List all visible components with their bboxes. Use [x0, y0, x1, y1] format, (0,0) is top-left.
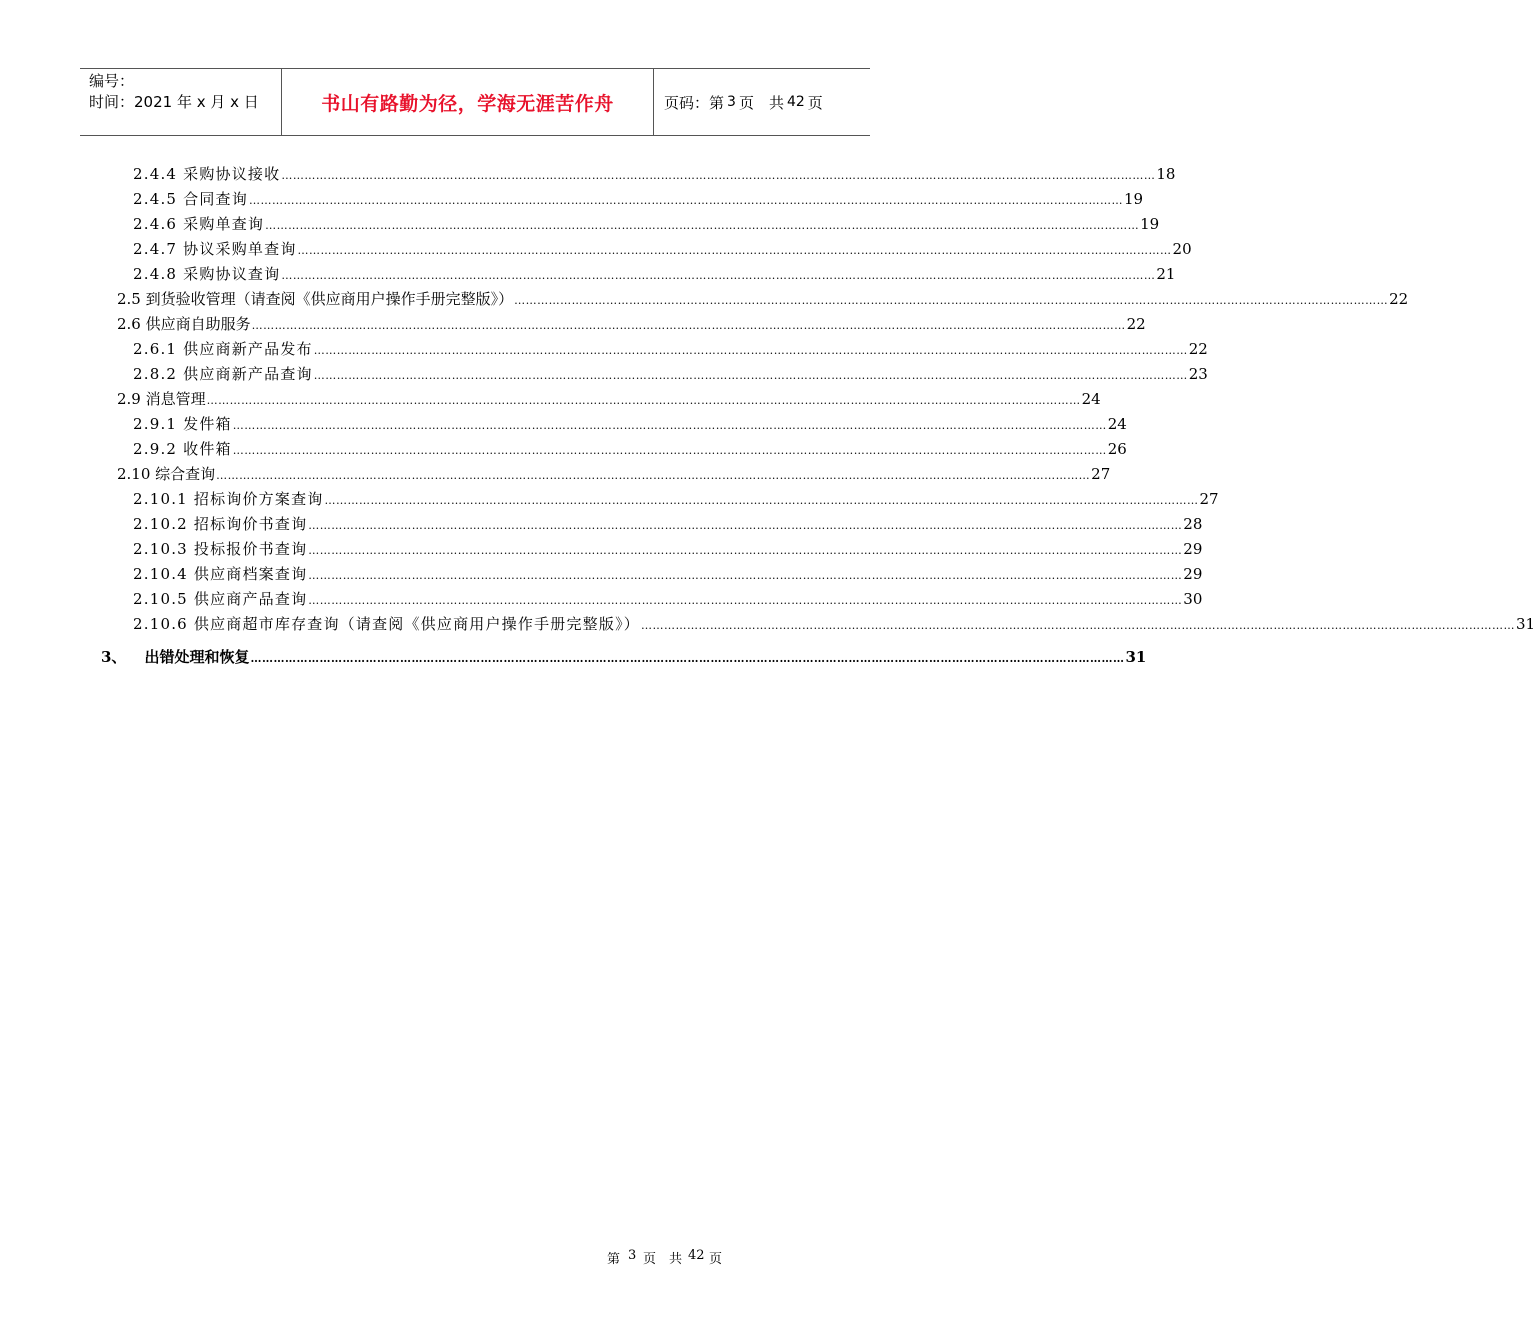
toc-entry-title: 2.4.8 采购协议查询	[133, 265, 281, 283]
toc-entry[interactable]	[117, 287, 1409, 311]
toc-entry[interactable]	[117, 312, 1146, 336]
toc-leader-dots: …………………………………………………………………………………………………………………………………………………………………………………………………………	[265, 219, 1140, 232]
toc-leader-dots: …………………………………………………………………………………………………………………………………………………………………………………………………………	[308, 569, 1183, 582]
toc-entry-page: 19	[1140, 215, 1160, 233]
toc-leader-dots: …………………………………………………………………………………………………………………………………………………………………………………………………………	[514, 294, 1389, 307]
header-page-number: 3	[727, 94, 736, 110]
toc-entry[interactable]	[133, 262, 1176, 286]
toc-leader-dots: …………………………………………………………………………………………………………………………………………………………………………………………………………	[308, 544, 1183, 557]
toc-entry-title: 2.4.5 合同查询	[133, 190, 248, 208]
toc-entry-title: 2.10.2 招标询价书查询	[133, 515, 308, 533]
toc-entry[interactable]	[133, 212, 1160, 236]
toc-entry-title: 2.6 供应商自助服务	[117, 315, 251, 333]
toc-entry[interactable]	[133, 237, 1192, 261]
toc-entry-title: 2.10.1 招标询价方案查询	[133, 490, 324, 508]
toc-leader-dots: …………………………………………………………………………………………………………………………………………………………………………………………………………	[250, 652, 1125, 665]
toc-entry[interactable]	[133, 562, 1203, 586]
toc-chapter-page: 31	[1125, 648, 1147, 666]
header-page-total: 42	[786, 94, 805, 110]
toc-entry-page: 30	[1183, 590, 1203, 608]
toc-entry-page: 20	[1172, 240, 1192, 258]
toc-leader-dots: …………………………………………………………………………………………………………………………………………………………………………………………………………	[313, 344, 1188, 357]
toc-entry-page: 19	[1123, 190, 1144, 208]
footer-page-total: 42	[688, 1248, 705, 1263]
header-motto: 书山有路勤为径，学海无涯苦作舟	[282, 69, 654, 135]
document-time-label: 时间：2021 年 x 月 x 日	[89, 93, 259, 111]
toc-entry[interactable]	[133, 187, 1144, 211]
toc-entry[interactable]	[133, 487, 1219, 511]
toc-entry[interactable]	[133, 512, 1203, 536]
toc-entry-page: 22	[1389, 290, 1409, 308]
toc-entry-page: 23	[1188, 365, 1208, 383]
toc-leader-dots: …………………………………………………………………………………………………………………………………………………………………………………………………………	[324, 494, 1199, 507]
toc-entry-title: 2.10 综合查询	[117, 465, 216, 483]
toc-entry-title: 2.10.3 投标报价书查询	[133, 540, 308, 558]
toc-entry-title: 2.9 消息管理	[117, 390, 206, 408]
header-page-mid: 页 共	[738, 93, 784, 112]
toc-entry-title: 2.10.5 供应商产品查询	[133, 590, 308, 608]
toc-entry-title: 2.10.6 供应商超市库存查询（请查阅《供应商用户操作手册完整版》）	[133, 615, 640, 633]
toc-entry-page: 29	[1183, 540, 1203, 558]
toc-leader-dots: …………………………………………………………………………………………………………………………………………………………………………………………………………	[206, 394, 1081, 407]
toc-leader-dots: …………………………………………………………………………………………………………………………………………………………………………………………………………	[281, 169, 1156, 182]
toc-entry[interactable]	[117, 462, 1111, 486]
toc-entry-page: 27	[1091, 465, 1111, 483]
toc-leader-dots: …………………………………………………………………………………………………………………………………………………………………………………………………………	[308, 519, 1183, 532]
toc-entry-page: 24	[1107, 415, 1127, 433]
toc-entry-page: 18	[1156, 165, 1176, 183]
toc-entry[interactable]	[133, 362, 1208, 386]
toc-leader-dots: …………………………………………………………………………………………………………………………………………………………………………………………………………	[248, 194, 1123, 207]
toc-entry-page: 22	[1126, 315, 1146, 333]
toc-entry-page: 31	[1515, 615, 1535, 633]
toc-leader-dots: …………………………………………………………………………………………………………………………………………………………………………………………………………	[232, 444, 1107, 457]
toc-chapter-number: 3、	[101, 648, 127, 666]
toc-entry-page: 21	[1156, 265, 1176, 283]
toc-entry[interactable]	[133, 337, 1208, 361]
toc-entry-page: 22	[1188, 340, 1208, 358]
toc-leader-dots: …………………………………………………………………………………………………………………………………………………………………………………………………………	[251, 319, 1126, 332]
toc-entry-page: 28	[1183, 515, 1203, 533]
toc-entry[interactable]	[133, 537, 1203, 561]
toc-entry[interactable]	[133, 612, 1535, 636]
toc-leader-dots: …………………………………………………………………………………………………………………………………………………………………………………………………………	[216, 469, 1091, 482]
toc-chapter-title	[101, 645, 249, 669]
header-page-info	[654, 69, 870, 135]
toc-entry-title: 2.4.6 采购单查询	[133, 215, 265, 233]
toc-leader-dots: …………………………………………………………………………………………………………………………………………………………………………………………………………	[308, 594, 1183, 607]
footer-mid: 页 共	[643, 1252, 683, 1267]
toc-chapter-entry[interactable]	[101, 645, 1147, 669]
footer-prefix: 第	[607, 1252, 621, 1267]
toc-entry-title: 2.9.1 发件箱	[133, 415, 232, 433]
toc-entry-page: 26	[1107, 440, 1127, 458]
toc-entry[interactable]	[133, 437, 1127, 461]
footer-page-number: 3	[628, 1248, 637, 1263]
header-left-cell	[80, 69, 282, 135]
toc-entry[interactable]	[133, 162, 1176, 186]
toc-entry[interactable]	[133, 412, 1127, 436]
toc-leader-dots: …………………………………………………………………………………………………………………………………………………………………………………………………………	[640, 619, 1515, 632]
toc-entry[interactable]	[117, 387, 1101, 411]
toc-entry-page: 24	[1081, 390, 1101, 408]
toc-entry-title: 2.5 到货验收管理（请查阅《供应商用户操作手册完整版》）	[117, 290, 514, 308]
toc-entry-title: 2.4.4 采购协议接收	[133, 165, 281, 183]
toc-entry-title: 2.9.2 收件箱	[133, 440, 232, 458]
toc-entry-title: 2.6.1 供应商新产品发布	[133, 340, 313, 358]
toc-entry[interactable]	[133, 587, 1203, 611]
toc-chapter-label: 出错处理和恢复	[144, 648, 250, 666]
toc-leader-dots: …………………………………………………………………………………………………………………………………………………………………………………………………………	[281, 269, 1156, 282]
toc-entry-title: 2.8.2 供应商新产品查询	[133, 365, 313, 383]
toc-leader-dots: …………………………………………………………………………………………………………………………………………………………………………………………………………	[313, 369, 1188, 382]
toc-leader-dots: …………………………………………………………………………………………………………………………………………………………………………………………………………	[232, 419, 1107, 432]
footer-suffix: 页	[709, 1252, 723, 1267]
header-page-prefix: 页码：第	[664, 93, 725, 112]
toc-entry-page: 29	[1183, 565, 1203, 583]
toc-entry-page: 27	[1199, 490, 1219, 508]
toc-leader-dots: …………………………………………………………………………………………………………………………………………………………………………………………………………	[297, 244, 1172, 257]
header-page-suffix: 页	[807, 93, 823, 112]
toc-entry-title: 2.10.4 供应商档案查询	[133, 565, 308, 583]
page-header	[80, 68, 870, 136]
toc-entry-title: 2.4.7 协议采购单查询	[133, 240, 297, 258]
document-code-label: 编号：	[89, 72, 135, 90]
